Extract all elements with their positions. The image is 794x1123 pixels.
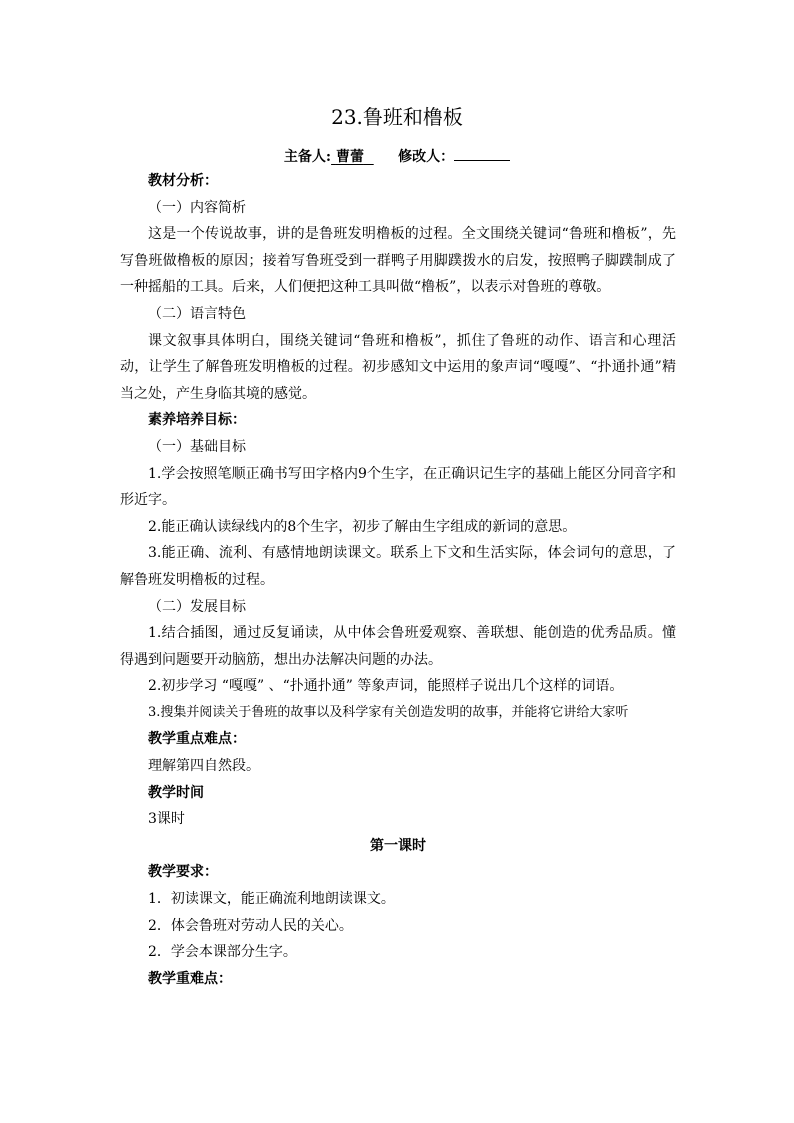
editor-blank bbox=[454, 148, 510, 161]
subheading-content: （一）内容简析 bbox=[148, 199, 246, 216]
subheading-basic-goals: （一）基础目标 bbox=[148, 438, 246, 455]
development-goal-1: 1.结合插图，通过反复诵读，从中体会鲁班爱观察、善联想、能创造的优秀品质。懂得遇到问题要开动脑筋，想出办法解决问题的办法。 bbox=[120, 625, 676, 668]
lesson-one-heading: 第一课时 bbox=[370, 837, 426, 854]
basic-goal-3: 3.能正确、流利、有感情地朗读课文。联系上下文和生活实际，体会词句的意思，了解鲁班发明橹板的过程。 bbox=[120, 545, 676, 588]
editor-label: 修改人： bbox=[398, 149, 455, 165]
author-name: 曹蕾 bbox=[335, 149, 364, 165]
byline bbox=[0, 146, 794, 168]
section-heading-time: 教学时间 bbox=[148, 784, 204, 801]
requirement-3: 2．学会本课部分生字。 bbox=[148, 944, 297, 961]
section-heading-requirements: 教学要求： bbox=[148, 864, 218, 881]
key-points-text: 理解第四自然段。 bbox=[148, 758, 260, 775]
author-label: 主备人: bbox=[283, 149, 332, 165]
document-body bbox=[120, 168, 676, 992]
development-goal-3: 3.搜集并阅读关于鲁班的故事以及科学家有关创造发明的故事，并能将它讲给大家听 bbox=[148, 704, 629, 720]
section-heading-difficulties: 教学重难点： bbox=[148, 970, 232, 987]
development-goal-2: 2.初步学习 “嘎嘎” 、“扑通扑通” 等象声词，能照样子说出几个这样的词语。 bbox=[148, 678, 624, 695]
time-text: 3课时 bbox=[148, 811, 185, 828]
requirement-2: 2．体会鲁班对劳动人民的关心。 bbox=[148, 917, 353, 934]
subheading-language: （二）语言特色 bbox=[148, 305, 246, 322]
section-heading-goals: 素养培养目标： bbox=[148, 412, 246, 429]
paragraph-language: 课文叙事具体明白，围绕关键词“鲁班和橹板”，抓住了鲁班的动作、语言和心理活动，让学生了解鲁班发明橹板的过程。初步感知文中运用的象声词“嘎嘎”、“扑通扑通”精当之处，产生身临其境的感觉。 bbox=[120, 332, 676, 402]
paragraph-content: 这是一个传说故事，讲的是鲁班发明橹板的过程。全文围绕关键词“鲁班和橹板”，先写鲁班做橹板的原因；接着写鲁班受到一群鸭子用脚蹼拨水的启发，按照鸭子脚蹼制成了一种摇船的工具。后来，人们便把这种工具叫做“橹板”，以表示对鲁班的尊敬。 bbox=[120, 226, 676, 296]
basic-goal-2: 2.能正确认读绿线内的8个生字，初步了解由生字组成的新词的意思。 bbox=[148, 518, 577, 535]
basic-goal-1: 1.学会按照笔顺正确书写田字格内9个生字，在正确识记生字的基础上能区分同音字和形近字。 bbox=[120, 465, 676, 509]
section-heading-key-points: 教学重点难点： bbox=[148, 731, 246, 748]
document-title: 23.鲁班和橹板 bbox=[331, 105, 463, 129]
section-heading-analysis: 教材分析： bbox=[148, 173, 218, 189]
requirement-1: 1．初读课文，能正确流利地朗读课文。 bbox=[148, 891, 395, 908]
subheading-development-goals: （二）发展目标 bbox=[148, 598, 246, 615]
